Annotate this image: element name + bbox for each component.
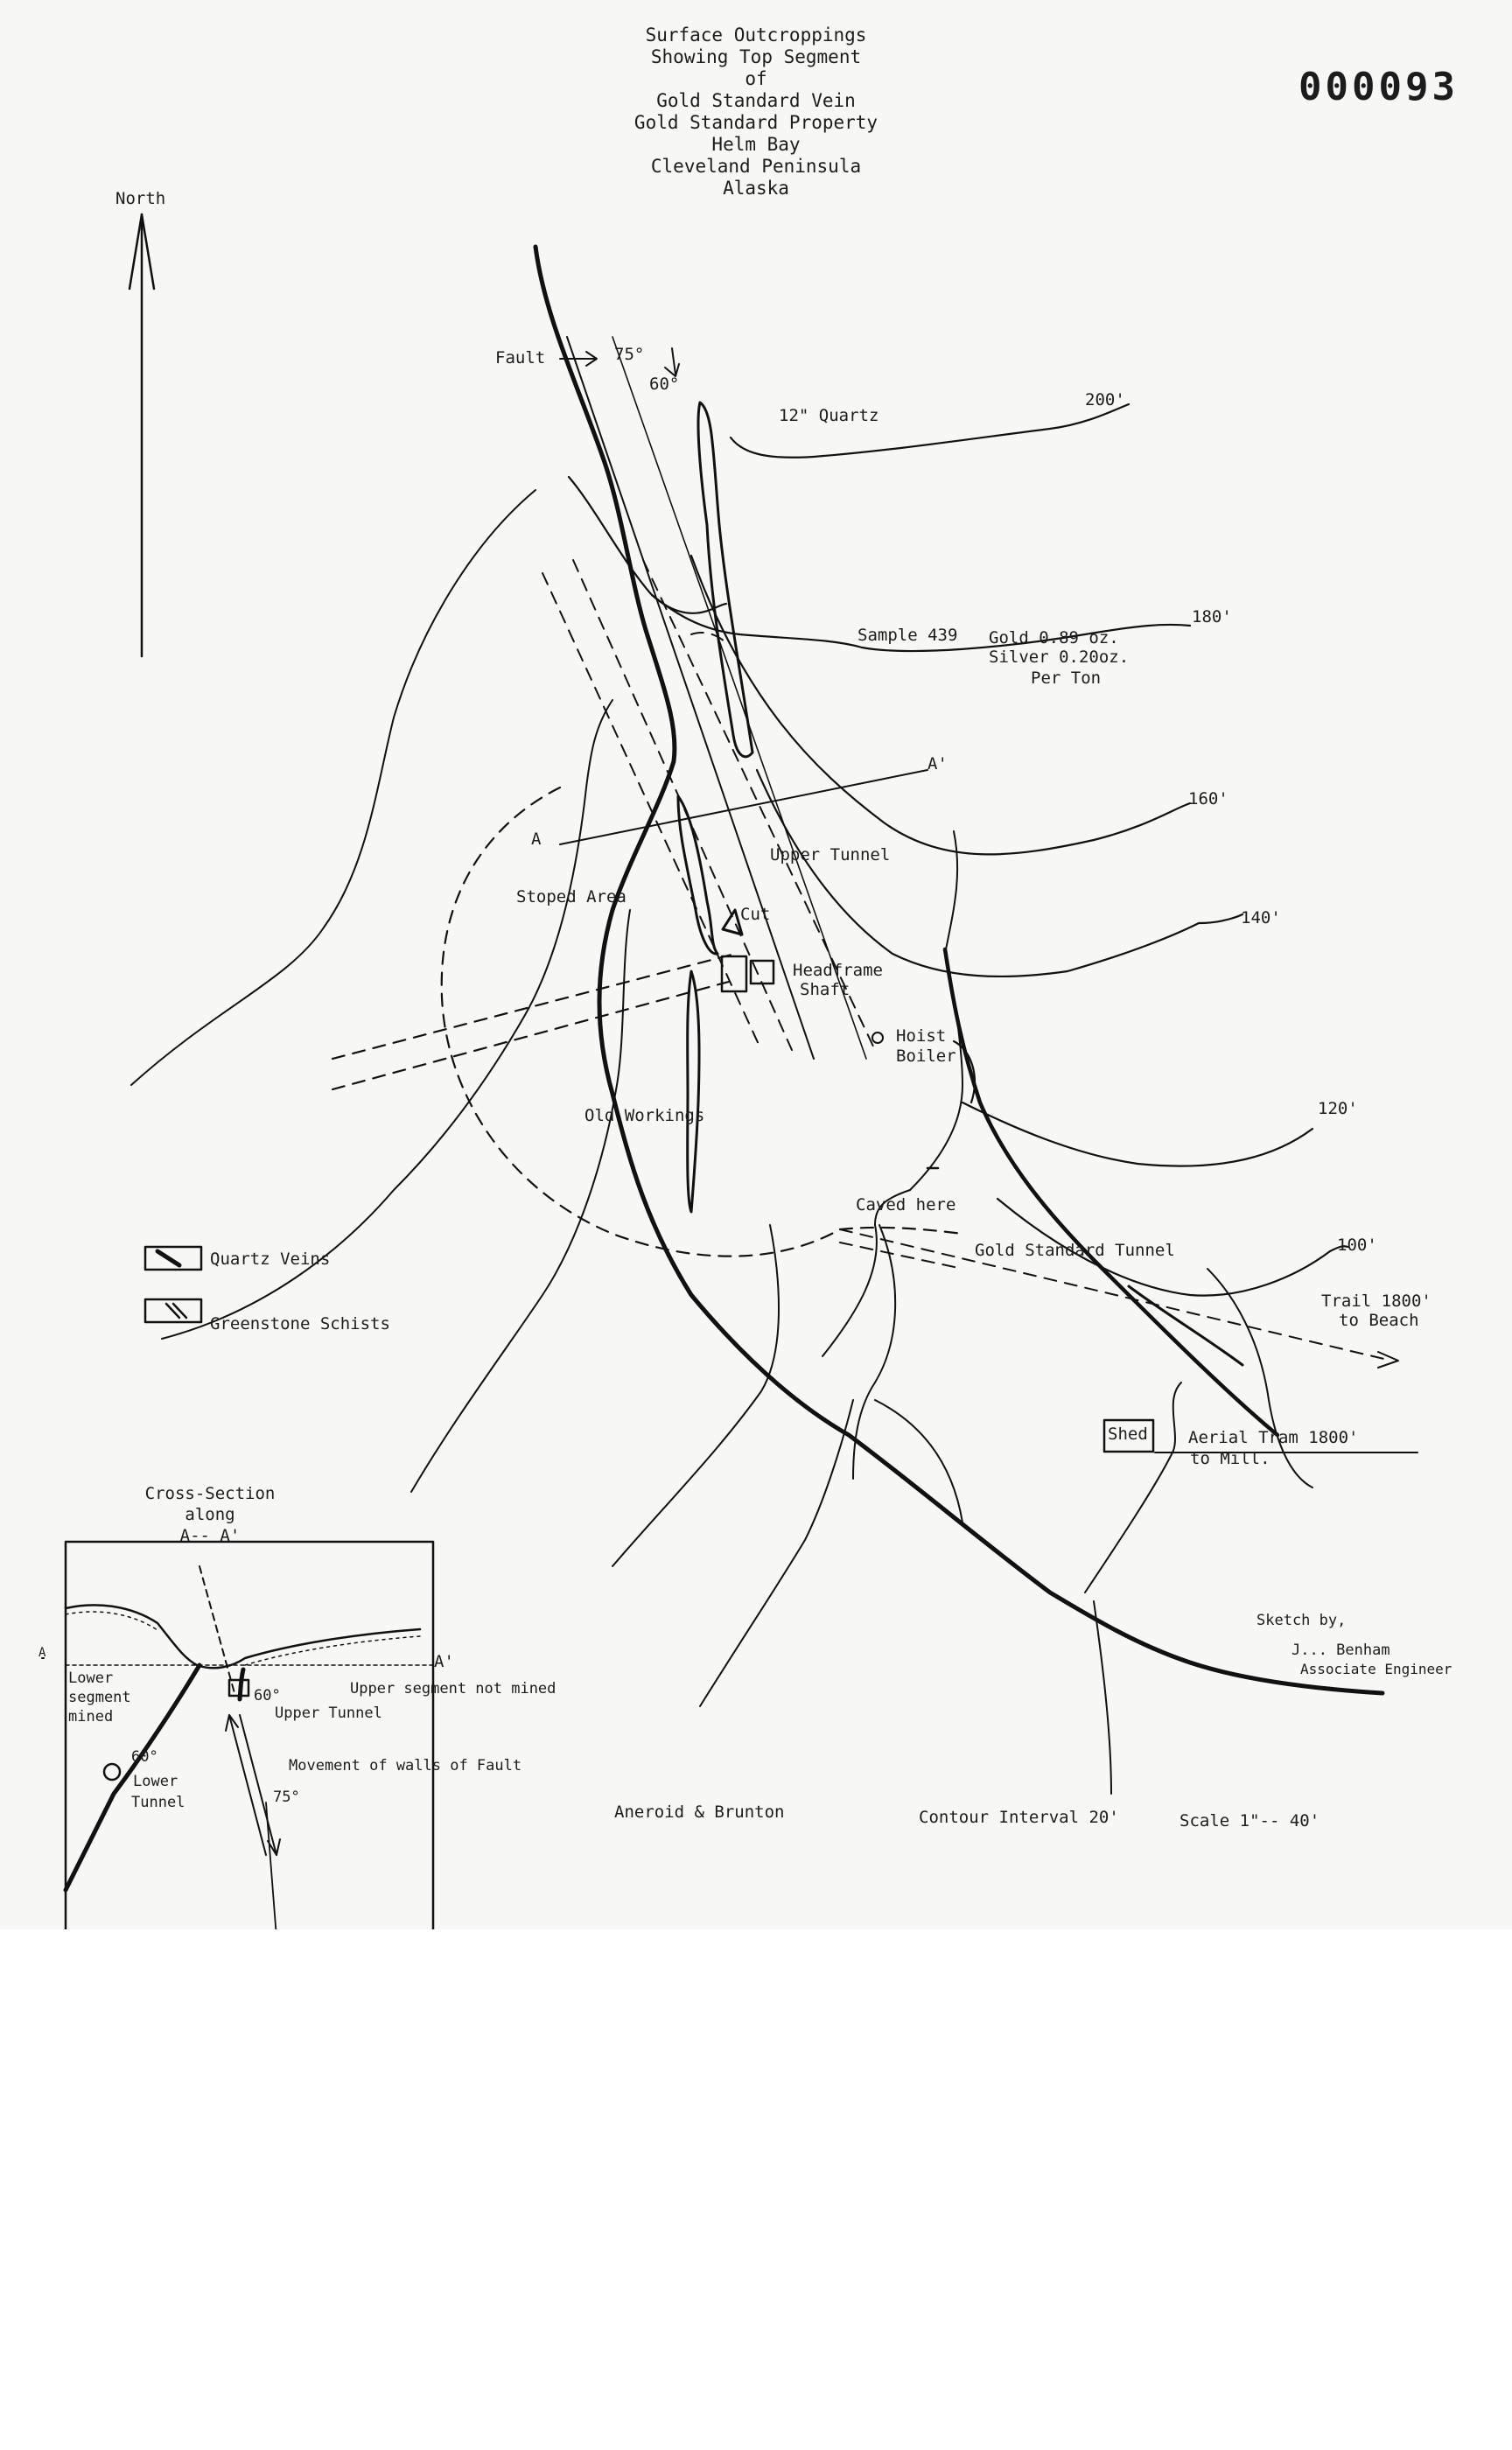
fault-dip-75: 75° xyxy=(614,345,645,364)
map-scale: Scale 1"-- 40' xyxy=(1180,1811,1320,1830)
title-line-7: Cleveland Peninsula xyxy=(650,156,862,177)
legend-greenstone-label: Greenstone Schists xyxy=(210,1314,390,1334)
sample-label: Sample 439 xyxy=(858,626,958,645)
title-line-6: Helm Bay xyxy=(711,134,801,155)
shed-label: Shed xyxy=(1108,1424,1148,1444)
trail-label-2: to Beach xyxy=(1339,1311,1419,1330)
document-number: 000093 xyxy=(1298,65,1459,109)
inset-movement: Movement of walls of Fault xyxy=(289,1757,522,1774)
caved-here-label: Caved here xyxy=(856,1195,956,1214)
legend-quartz-label: Quartz Veins xyxy=(210,1250,331,1269)
inset-60-lower: 60° xyxy=(131,1748,158,1766)
creek-main xyxy=(536,247,1382,1693)
contour-120-label: 120' xyxy=(1318,1099,1358,1118)
title-line-4: Gold Standard Vein xyxy=(656,90,856,111)
contour-200-label: 200' xyxy=(1085,390,1125,410)
cut-label: Cut xyxy=(740,905,771,924)
headframe-label: Headframe xyxy=(793,961,883,980)
title-line-1: Surface Outcroppings xyxy=(645,24,867,46)
sketch-title: Associate Engineer xyxy=(1300,1661,1452,1677)
inset-lower-seg-1: Lower xyxy=(68,1670,114,1687)
title-line-2: Showing Top Segment xyxy=(650,46,862,67)
inset-lower-tunnel-2: Tunnel xyxy=(131,1794,186,1811)
creek-east-branch xyxy=(945,949,1278,1435)
hoist-label: Hoist xyxy=(896,1026,947,1046)
silver-assay: Silver 0.20oz. xyxy=(989,648,1130,667)
inset-75: 75° xyxy=(273,1788,300,1806)
quartz-vein xyxy=(698,402,752,757)
fault-label: Fault xyxy=(495,348,546,368)
old-workings-label: Old Workings xyxy=(584,1106,705,1125)
title-line-8: Alaska xyxy=(723,178,789,199)
title-line-5: Gold Standard Property xyxy=(634,112,878,133)
inset-title-2: along xyxy=(185,1505,235,1524)
north-arrow-icon xyxy=(130,214,154,656)
contour-160 xyxy=(691,556,1190,854)
title-line-3: of xyxy=(745,68,767,89)
sketch-author: J... Benham xyxy=(1292,1642,1390,1659)
inset-lower-tunnel-1: Lower xyxy=(133,1773,178,1790)
contour-interval: Contour Interval 20' xyxy=(919,1808,1119,1827)
north-label: North xyxy=(116,189,166,208)
boiler-label: Boiler xyxy=(896,1046,956,1066)
per-ton: Per Ton xyxy=(1031,668,1102,688)
inset-lower-seg-2: segment xyxy=(68,1689,131,1706)
aerial-tram-label-1: Aerial Tram 1800' xyxy=(1188,1428,1359,1447)
inset-title-1: Cross-Section xyxy=(144,1484,276,1503)
upper-tunnel-label: Upper Tunnel xyxy=(770,845,891,864)
section-a-prime: A' xyxy=(928,754,948,774)
vein-dip-60: 60° xyxy=(649,374,680,394)
survey-method: Aneroid & Brunton xyxy=(614,1802,785,1822)
inset-upper-tunnel: Upper Tunnel xyxy=(275,1704,382,1722)
cross-section-inset xyxy=(66,1542,433,1929)
legend-quartz-swatch xyxy=(145,1247,201,1270)
contour-140-label: 140' xyxy=(1241,908,1281,928)
contour-100-label: 100' xyxy=(1337,1236,1377,1255)
aerial-tram-label-2: to Mill. xyxy=(1190,1449,1270,1468)
contour-120 xyxy=(962,1102,1312,1166)
stoped-area-label: Stoped Area xyxy=(516,887,626,906)
contour-180-label: 180' xyxy=(1192,607,1232,626)
inset-upper-seg: Upper segment not mined xyxy=(350,1680,556,1698)
inset-a-prime: A' xyxy=(434,1652,454,1671)
inset-a: A xyxy=(38,1646,46,1660)
shaft-label: Shaft xyxy=(800,980,850,999)
inset-lower-seg-3: mined xyxy=(68,1708,114,1726)
quartz-12-label: 12" Quartz xyxy=(779,406,879,425)
contour-140 xyxy=(757,770,1242,976)
inset-title-3: A-- A' xyxy=(179,1526,241,1545)
gold-assay: Gold 0.89 oz. xyxy=(989,628,1119,648)
gold-standard-tunnel-label: Gold Standard Tunnel xyxy=(975,1241,1175,1260)
inset-60-upper: 60° xyxy=(254,1687,281,1704)
contour-160-label: 160' xyxy=(1188,789,1228,808)
legend-greenstone-swatch xyxy=(145,1299,201,1322)
trail-label-1: Trail 1800' xyxy=(1321,1292,1432,1311)
section-a: A xyxy=(531,830,542,849)
sketch-by: Sketch by, xyxy=(1256,1612,1347,1629)
